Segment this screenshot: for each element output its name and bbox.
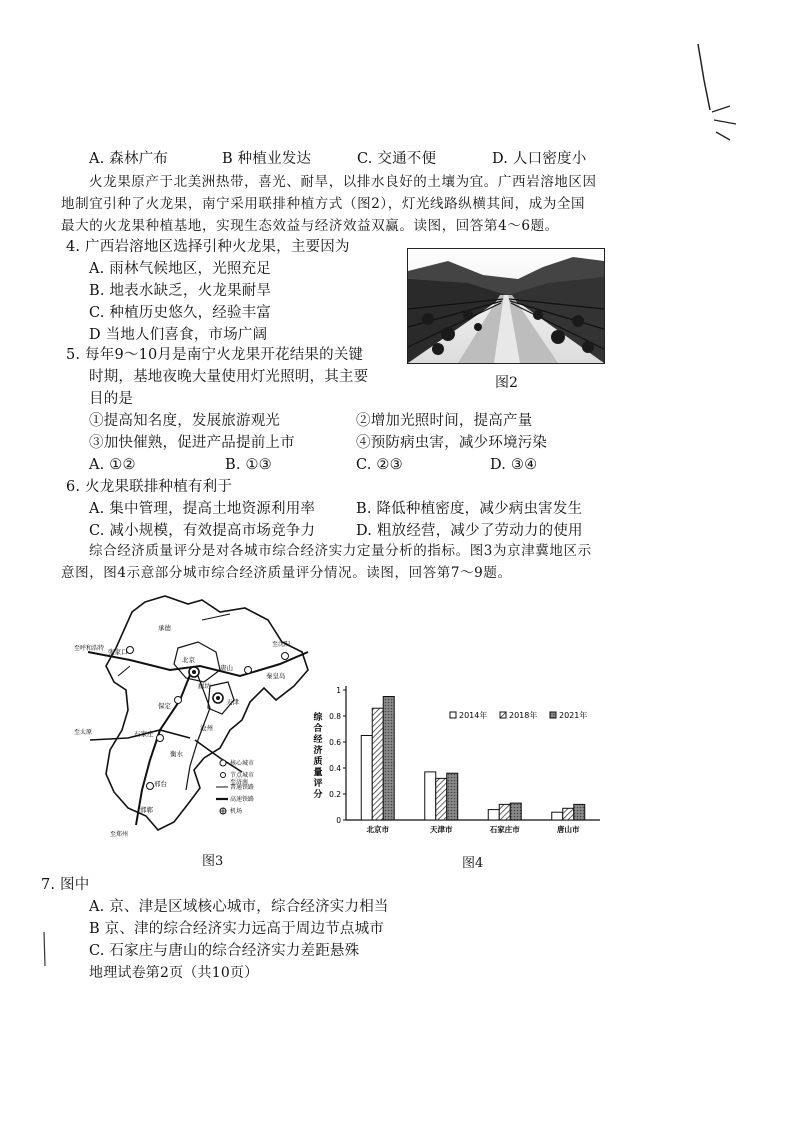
fig4-bar	[488, 810, 499, 820]
passage1-line-2: 地制宜引种了火龙果，南宁采用联排种植方式（图2），灯光线路纵横其间，成为全国	[61, 196, 586, 212]
q3-option-b: B 种植业发达	[222, 151, 312, 167]
fig4-bar	[552, 812, 563, 820]
fig3-label-to-shenyang: 至沈阳	[272, 641, 291, 648]
fig4-x-tick-label: 北京市	[366, 825, 389, 834]
core-city-dot-1	[192, 670, 196, 674]
legend-node-city-icon	[221, 773, 226, 778]
fig4-y-tick-label: 0.6	[329, 738, 341, 747]
fig4-ylabel-char: 济	[313, 746, 323, 756]
fig3-label-chengde: 承德	[158, 624, 171, 632]
q7-option-b: B 京、津的综合经济实力远高于周边节点城市	[89, 921, 384, 937]
q5-statement-1: ①提高知名度，发展旅游观光	[89, 413, 281, 429]
fig4-bar	[563, 808, 574, 820]
fig3-label-to-jinan: 至济南	[230, 779, 249, 786]
core-city-dot-2	[216, 696, 220, 700]
fig4-legend-swatch	[450, 712, 456, 718]
passage1-line-1: 火龙果原产于北美洲热带，喜光、耐旱，以排水良好的土壤为宜。广西岩溶地区因	[89, 174, 597, 190]
fig4-legend-swatch	[500, 712, 506, 718]
fig4-chart	[300, 680, 620, 845]
legend-core-city-icon	[220, 760, 226, 766]
q4-option-a: A. 雨林气候地区，光照充足	[89, 261, 271, 277]
legend-core-city: 核心城市	[230, 760, 255, 767]
fig4-ylabel-char: 合	[313, 724, 323, 734]
legend-airport: 机场	[230, 808, 243, 815]
fig4-ylabel-char: 量	[313, 768, 323, 778]
fig3-label-zhangjiakou: 张家口	[108, 648, 128, 656]
node-city-marker-5	[147, 783, 154, 790]
fig4-ylabel-char: 经	[313, 735, 323, 745]
q5-stem-3: 目的是	[89, 391, 134, 407]
fig4-bar	[383, 697, 394, 821]
q5-option-d: D. ③④	[490, 457, 538, 473]
fig2-photo	[407, 248, 605, 364]
fig3-label-handan: 邯郸	[140, 806, 153, 814]
fig4-ylabel-char: 质	[313, 757, 323, 767]
fig3-label-cangzhou: 沧州	[200, 724, 213, 732]
legend-rail: 普通铁路	[230, 784, 255, 791]
fig3-label-to-taiyuan: 至太原	[74, 729, 93, 736]
passage2-line-2: 意图，图4示意部分城市综合经济质量评分情况。读图，回答第7～9题。	[61, 565, 512, 581]
passage1-line-3: 最大的火龙果种植基地，实现生态效益与经济效益双赢。读图，回答第4～6题。	[61, 218, 559, 234]
q5-option-c: C. ②③	[356, 457, 403, 473]
fig3-label-qhd: 秦皇岛	[266, 672, 286, 680]
q5-statement-4: ④预防病虫害，减少环境污染	[356, 435, 548, 451]
q4-option-b: B. 地表水缺乏，火龙果耐旱	[89, 283, 272, 299]
fig4-bar	[510, 803, 521, 820]
fig2-caption: 图2	[495, 375, 518, 391]
fig4-bar	[436, 778, 447, 820]
fig4-y-tick-label: 1	[336, 686, 341, 695]
q4-option-d: D 当地人们喜食，市场广阔	[89, 327, 268, 343]
q7-option-a: A. 京、津是区域核心城市，综合经济实力相当	[89, 899, 389, 915]
q4-option-c: C. 种植历史悠久，经验丰富	[89, 305, 272, 321]
fig4-bar	[425, 772, 436, 820]
scan-corner-marks	[690, 40, 750, 150]
fig3-label-baoding: 保定	[158, 702, 171, 710]
fig4-ylabel-char: 综	[313, 713, 323, 723]
fig4-x-tick-label: 唐山市	[557, 825, 580, 834]
node-city-marker-3	[282, 653, 289, 660]
fig4-bar	[447, 773, 458, 820]
node-city-marker-2	[245, 667, 252, 674]
q3-option-c: C. 交通不便	[357, 151, 437, 167]
fig4-ylabel	[312, 711, 323, 800]
fig4-bar	[361, 736, 372, 821]
fig4-legend-label: 2018年	[509, 711, 538, 720]
q5-option-b: B. ①③	[225, 457, 272, 473]
q7-stem: 7. 图中	[41, 877, 90, 893]
fig4-ylabel-char: 评	[313, 779, 323, 789]
fig4-legend-label: 2021年	[559, 711, 588, 720]
fig3-label-xingtai: 邢台	[154, 780, 167, 788]
q5-option-a: A. ①②	[89, 457, 136, 473]
fig4-legend	[450, 710, 587, 720]
fig4-legend-swatch	[550, 712, 556, 718]
node-city-marker-6	[127, 647, 134, 654]
node-city-marker-4	[175, 697, 182, 704]
legend-hsr: 高速铁路	[230, 796, 255, 803]
fig4-caption: 图4	[462, 856, 484, 871]
hebei-boundary	[106, 596, 308, 830]
fig4-ylabel-char: 分	[313, 790, 323, 800]
q3-option-d: D. 人口密度小	[492, 151, 587, 167]
q5-statement-3: ③加快催熟，促进产品提前上市	[89, 435, 295, 451]
q5-statement-2: ②增加光照时间，提高产量	[356, 413, 533, 429]
q4-stem: 4. 广西岩溶地区选择引种火龙果，主要因为	[66, 239, 350, 255]
fig3-label-tangshan: 唐山	[220, 664, 233, 672]
fig4-y-tick-label: 0.2	[329, 790, 341, 799]
node-city-marker-1	[157, 735, 164, 742]
fig4-y-tick-label: 0	[336, 816, 341, 825]
fig3-label-shijiazhuang: 石家庄	[134, 730, 154, 738]
passage2-line-1: 综合经济质量评分是对各城市综合经济实力定量分析的指标。图3为京津冀地区示	[89, 543, 592, 559]
fig3-label-tianjin: 天津	[226, 698, 239, 706]
q6-option-b: B. 降低种植密度，减少病虫害发生	[356, 501, 583, 517]
fig4-x-tick-label: 石家庄市	[489, 825, 520, 834]
fig4-legend-label: 2014年	[459, 711, 488, 720]
fig4-x-tick-label: 天津市	[430, 825, 453, 834]
q7-option-c: C. 石家庄与唐山的综合经济实力差距悬殊	[89, 943, 360, 959]
fig3-label-to-zhengzhou: 至郑州	[110, 831, 129, 838]
q6-stem: 6. 火龙果联排种植有利于	[66, 479, 233, 495]
fig3-label-langfang: 廊坊	[198, 682, 211, 690]
fig4-y-tick-label: 0.8	[329, 712, 341, 721]
q5-stem-1: 5. 每年9～10月是南宁火龙果开花结果的关键	[66, 347, 364, 363]
fig4-bar	[499, 804, 510, 820]
fig3-label-hengshui: 衡水	[170, 750, 183, 758]
fig3-label-to-hohhot: 至呼和浩特	[74, 645, 105, 652]
fig3-label-beijing: 北京	[182, 656, 195, 664]
fig3-caption: 图3	[202, 854, 224, 869]
page-footer: 地理试卷第2页（共10页）	[89, 965, 259, 981]
q6-option-a: A. 集中管理，提高土地资源利用率	[89, 501, 316, 517]
q6-option-d: D. 粗放经营，减少了劳动力的使用	[356, 523, 583, 539]
q3-option-a: A. 森林广布	[89, 151, 169, 167]
scan-margin-mark	[40, 930, 50, 970]
q6-option-c: C. 减小规模，有效提高市场竞争力	[89, 523, 316, 539]
fig4-bar	[574, 804, 585, 820]
fig3-map	[70, 590, 323, 840]
fig4-bar	[372, 708, 383, 820]
legend-node-city: 节点城市	[230, 772, 255, 779]
q5-stem-2: 时期，基地夜晚大量使用灯光照明，其主要	[89, 369, 369, 385]
fig4-y-tick-label: 0.4	[329, 764, 341, 773]
